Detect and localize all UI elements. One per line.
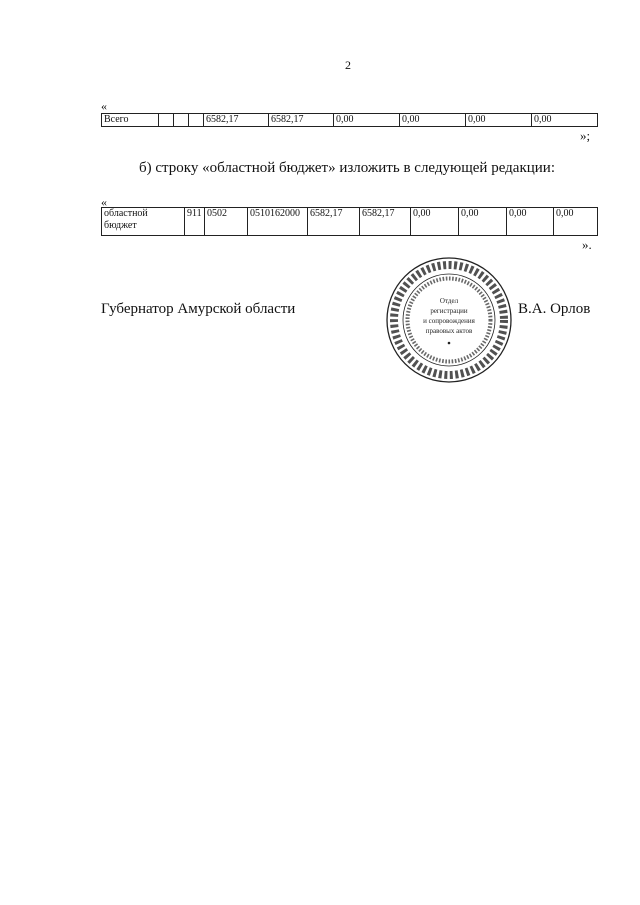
cell (174, 114, 189, 127)
cell: 0,00 (400, 114, 466, 127)
cell: 6582,17 (360, 208, 411, 236)
signature-title: Губернатор Амурской области (101, 301, 296, 317)
official-stamp (384, 255, 514, 385)
total-row-table (101, 113, 598, 127)
cell: 0,00 (507, 208, 554, 236)
cell (159, 114, 174, 127)
instruction-text: б) строку «областной бюджет» изложить в следующей редакции: (139, 160, 556, 176)
stamp-center-line: и сопровождения (423, 317, 475, 325)
signature-name: В.А. Орлов (518, 301, 591, 317)
cell: 0,00 (466, 114, 532, 127)
stamp-center-line: правовых актов (425, 327, 473, 335)
cell: 0510162000 (248, 208, 308, 236)
stamp-center-line: регистрации (430, 307, 468, 315)
cell: 0,00 (459, 208, 507, 236)
cell: 6582,17 (204, 114, 269, 127)
cell: 6582,17 (308, 208, 360, 236)
quote-close: ». (582, 237, 592, 252)
quote-close: »; (580, 128, 591, 143)
cell: 0,00 (411, 208, 459, 236)
cell: 911 (185, 208, 205, 236)
cell: 0502 (205, 208, 248, 236)
stamp-star-mark (448, 342, 451, 345)
cell: 6582,17 (269, 114, 334, 127)
page-number: 2 (345, 58, 351, 72)
cell: Всего (102, 114, 159, 127)
cell: 0,00 (554, 208, 598, 236)
cell: областной бюджет (102, 208, 185, 236)
budget-row-table (101, 207, 598, 236)
stamp-center-line: Отдел (439, 297, 459, 305)
cell: 0,00 (532, 114, 598, 127)
quote-open: « (101, 99, 107, 113)
quote-open: « (101, 195, 107, 209)
cell (189, 114, 204, 127)
cell: 0,00 (334, 114, 400, 127)
